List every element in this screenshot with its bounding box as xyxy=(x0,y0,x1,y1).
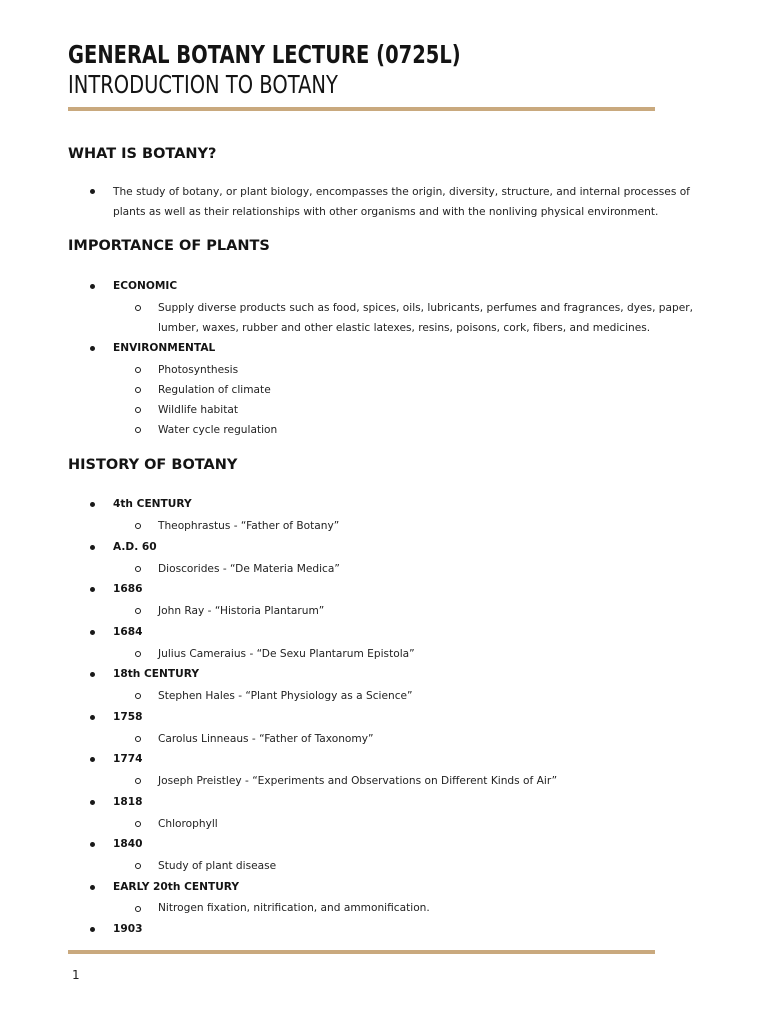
timeline-period: A.D. 60 xyxy=(113,541,157,553)
list-item: Wildlife habitat xyxy=(158,404,239,416)
section-heading-what-is-botany: WHAT IS BOTANY? xyxy=(68,146,217,162)
header-rule xyxy=(68,107,655,111)
paragraph-line: plants as well as their relationships with other organisms and with the nonliving physical environment. xyxy=(113,206,659,218)
sub-bullet-icon xyxy=(135,305,141,311)
list-item: lumber, waxes, rubber and other elastic latexes, resins, poisons, cork, fibers, and medicines. xyxy=(158,322,651,334)
timeline-period: 1840 xyxy=(113,838,143,850)
bullet-icon xyxy=(90,927,95,932)
sub-bullet-icon xyxy=(135,566,141,572)
sub-bullet-icon xyxy=(135,693,141,699)
sub-bullet-icon xyxy=(135,863,141,869)
footer-rule xyxy=(68,950,655,954)
sub-bullet-icon xyxy=(135,821,141,827)
timeline-period: 1818 xyxy=(113,796,143,808)
bullet-icon xyxy=(90,346,95,351)
timeline-detail: Study of plant disease xyxy=(158,860,277,872)
sub-bullet-icon xyxy=(135,906,141,912)
sub-bullet-icon xyxy=(135,407,141,413)
timeline-detail: Nitrogen fixation, nitrification, and ammonification. xyxy=(158,902,430,914)
timeline-detail: Julius Cameraius - “De Sexu Plantarum Epistola” xyxy=(158,648,415,660)
bullet-icon xyxy=(90,284,95,289)
timeline-period: 18th CENTURY xyxy=(113,668,199,680)
timeline-detail: Dioscorides - “De Materia Medica” xyxy=(158,563,340,575)
timeline-detail: Theophrastus - “Father of Botany” xyxy=(158,520,340,532)
page-number: 1 xyxy=(72,968,80,982)
sub-bullet-icon xyxy=(135,608,141,614)
bullet-icon xyxy=(90,545,95,550)
paragraph-line: The study of botany, or plant biology, encompasses the origin, diversity, structure, and internal processes of xyxy=(113,186,690,198)
bullet-icon xyxy=(90,757,95,762)
section-heading-importance: IMPORTANCE OF PLANTS xyxy=(68,238,270,254)
list-item: Photosynthesis xyxy=(158,364,239,376)
bullet-icon xyxy=(90,715,95,720)
bullet-icon xyxy=(90,885,95,890)
timeline-period: EARLY 20th CENTURY xyxy=(113,881,240,893)
bullet-icon xyxy=(90,587,95,592)
timeline-detail: Chlorophyll xyxy=(158,818,218,830)
sub-bullet-icon xyxy=(135,736,141,742)
bullet-icon xyxy=(90,672,95,677)
sub-bullet-icon xyxy=(135,651,141,657)
sub-bullet-icon xyxy=(135,427,141,433)
sub-bullet-icon xyxy=(135,778,141,784)
document-title: GENERAL BOTANY LECTURE (0725L) xyxy=(68,40,461,69)
sub-bullet-icon xyxy=(135,523,141,529)
timeline-period: 1774 xyxy=(113,753,143,765)
timeline-period: 1684 xyxy=(113,626,143,638)
timeline-period: 1903 xyxy=(113,923,143,935)
bullet-icon xyxy=(90,189,95,194)
list-item: Regulation of climate xyxy=(158,384,271,396)
timeline-detail: Joseph Preistley - “Experiments and Observations on Different Kinds of Air” xyxy=(158,775,558,787)
bullet-icon xyxy=(90,842,95,847)
timeline-detail: Carolus Linneaus - “Father of Taxonomy” xyxy=(158,733,374,745)
sub-bullet-icon xyxy=(135,387,141,393)
timeline-detail: Stephen Hales - “Plant Physiology as a Science” xyxy=(158,690,413,702)
list-item: Water cycle regulation xyxy=(158,424,278,436)
bullet-icon xyxy=(90,502,95,507)
timeline-detail: John Ray - “Historia Plantarum” xyxy=(158,605,325,617)
document-subtitle: INTRODUCTION TO BOTANY xyxy=(68,70,338,99)
list-item-label: ENVIRONMENTAL xyxy=(113,342,216,354)
timeline-period: 4th CENTURY xyxy=(113,498,192,510)
section-heading-history: HISTORY OF BOTANY xyxy=(68,457,238,473)
sub-bullet-icon xyxy=(135,367,141,373)
list-item-label: ECONOMIC xyxy=(113,280,178,292)
timeline-period: 1758 xyxy=(113,711,143,723)
timeline-period: 1686 xyxy=(113,583,143,595)
bullet-icon xyxy=(90,630,95,635)
list-item: Supply diverse products such as food, spices, oils, lubricants, perfumes and fragrances, dyes, paper, xyxy=(158,302,693,314)
bullet-icon xyxy=(90,800,95,805)
